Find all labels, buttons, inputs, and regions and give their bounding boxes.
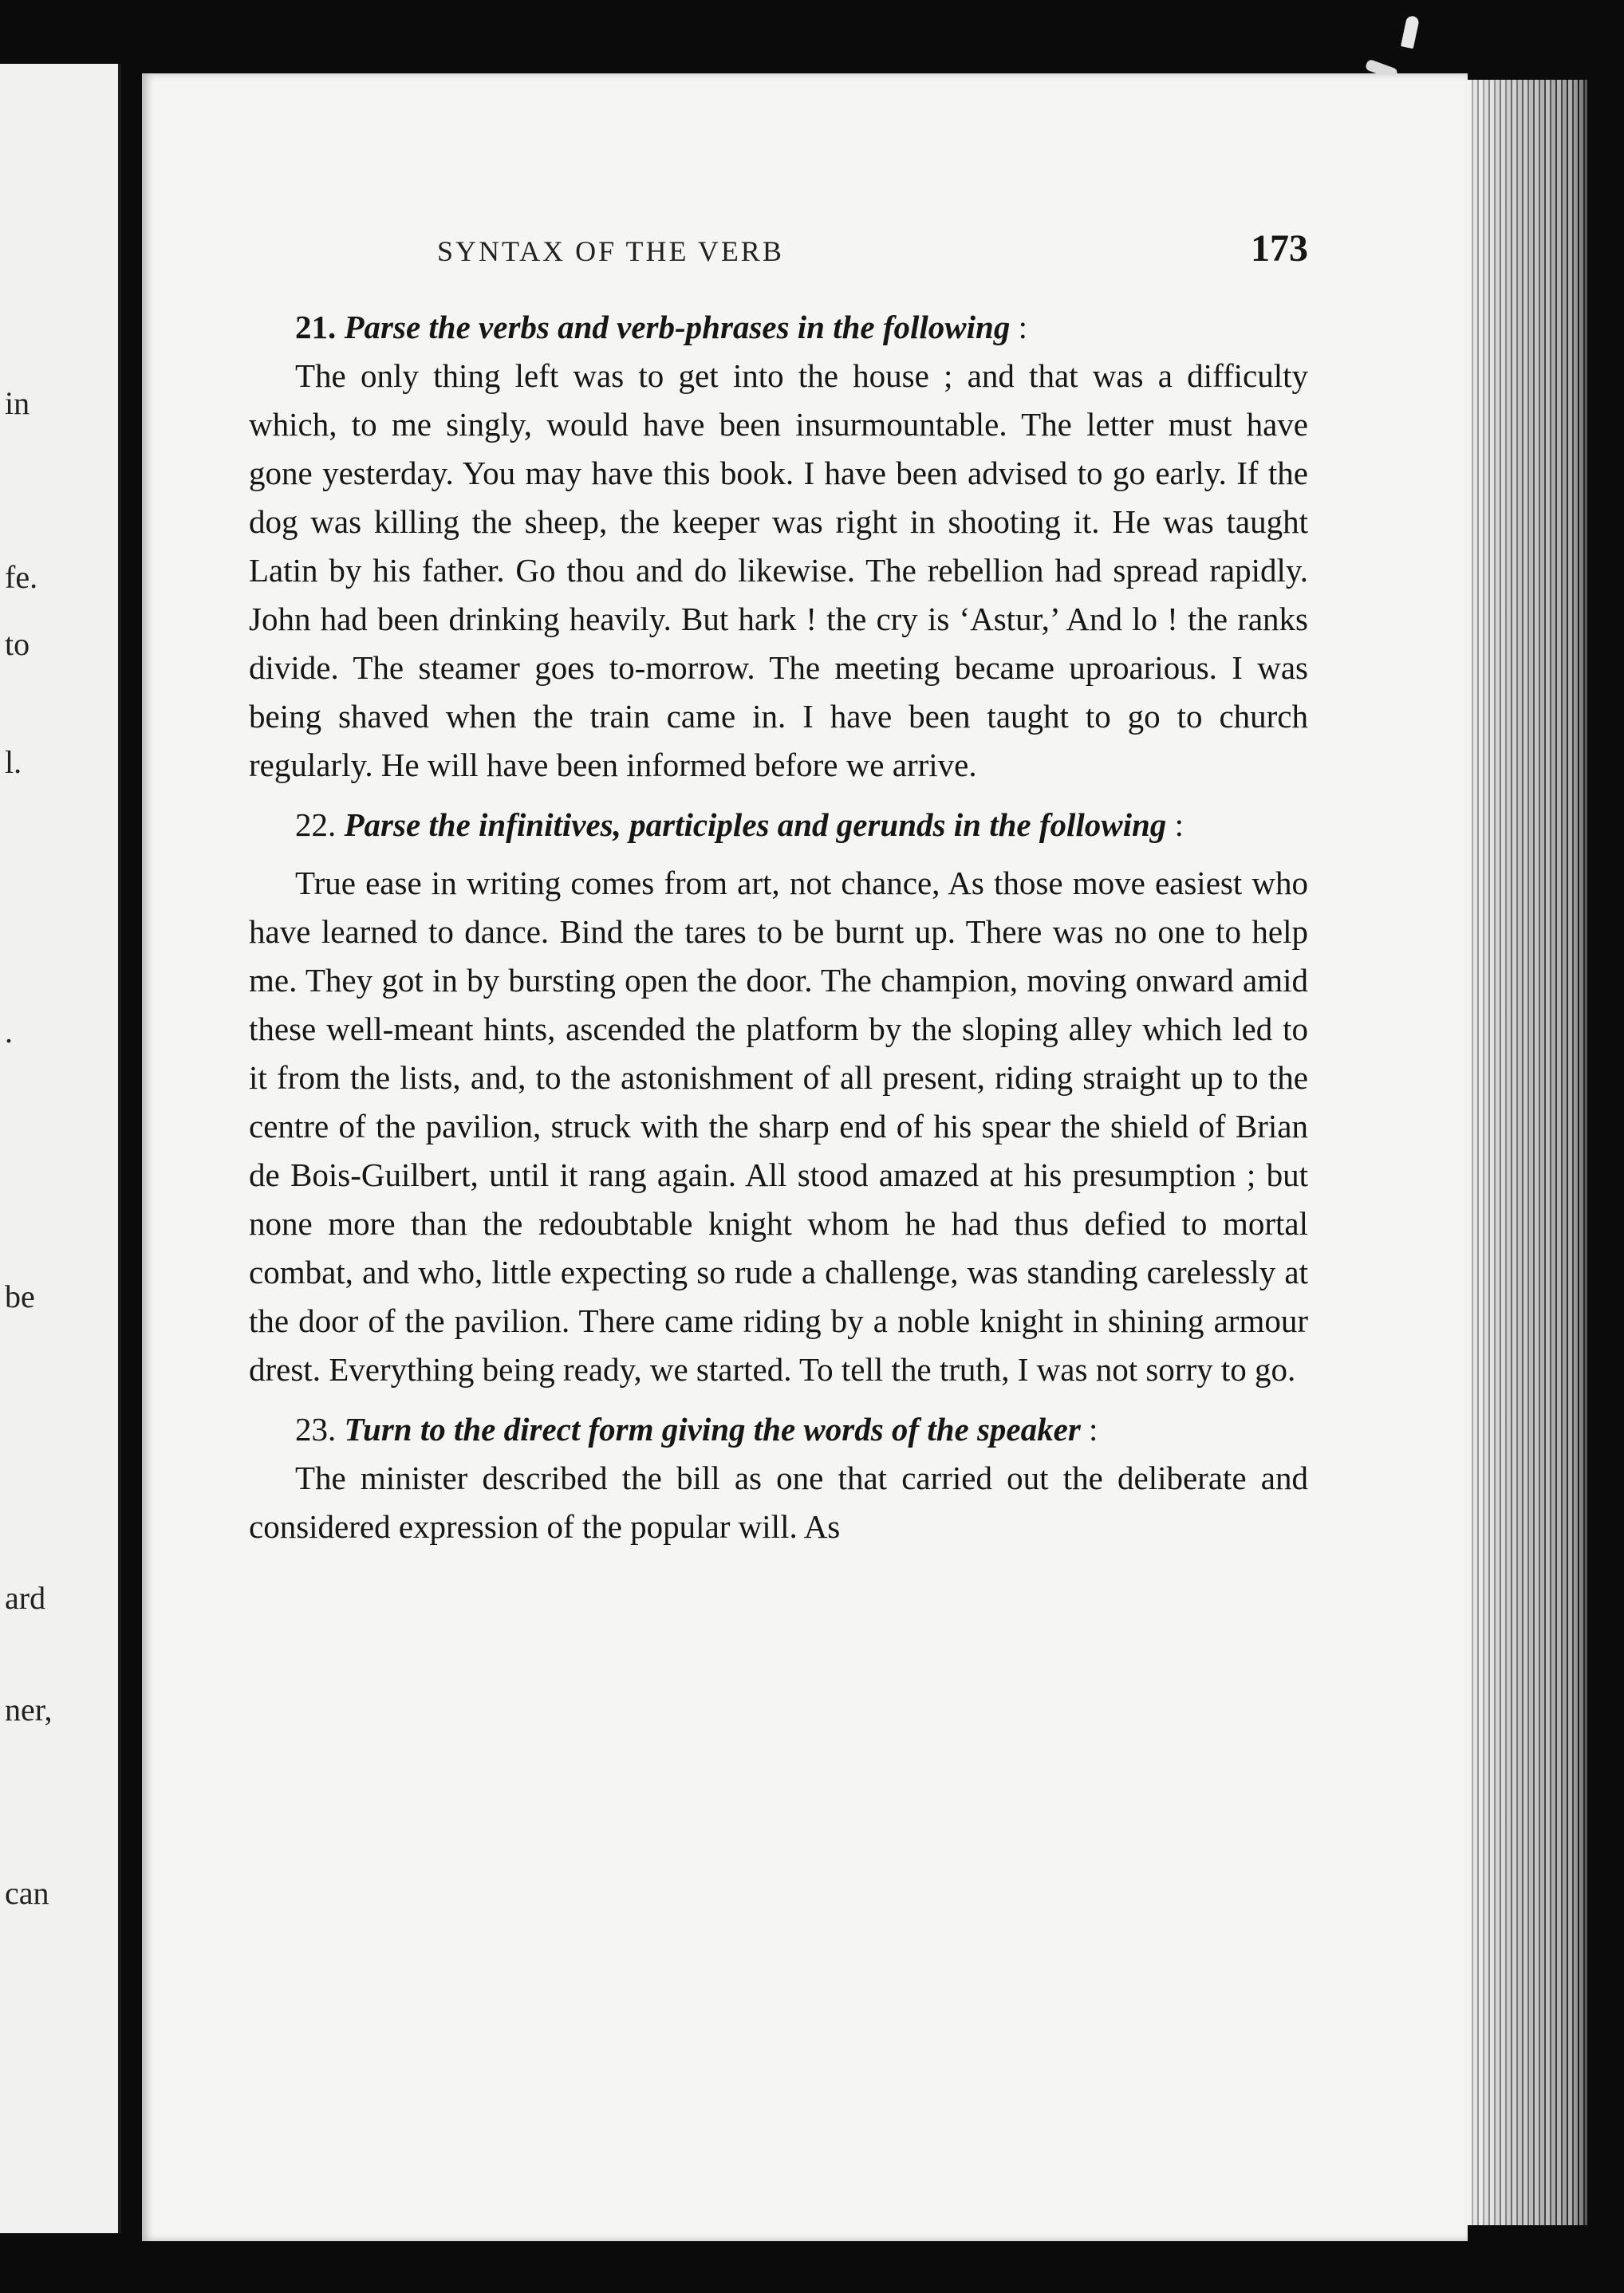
- exercise-heading: [249, 303, 1308, 352]
- facing-page-edge: [0, 64, 121, 2233]
- page-stack-edge: [1468, 80, 1587, 2225]
- exercise-number: 21.: [295, 309, 337, 345]
- margin-fragment: in: [5, 385, 30, 421]
- exercise-colon: :: [1010, 309, 1027, 345]
- margin-fragment: can: [5, 1875, 49, 1911]
- exercise-instruction: Parse the infinitives, participles and gerunds in the following: [344, 806, 1167, 843]
- exercise-instruction: Parse the verbs and verb-phrases in the following: [344, 309, 1011, 345]
- exercise-21: [249, 303, 1308, 790]
- margin-fragment: l.: [5, 744, 22, 780]
- exercise-instruction: Turn to the direct form giving the words of the speaker: [344, 1411, 1081, 1448]
- margin-fragment: ner,: [5, 1692, 53, 1728]
- margin-fragment: .: [5, 1014, 13, 1050]
- margin-fragment: to: [5, 626, 30, 662]
- page-content: [249, 303, 1308, 1551]
- page-corner-mark: [1401, 15, 1420, 49]
- margin-fragment: ard: [5, 1580, 46, 1616]
- exercise-colon: :: [1166, 806, 1184, 843]
- exercise-text: The minister described the bill as one that carried out the deliberate and considered expression of the popular will. As: [249, 1460, 1308, 1545]
- margin-fragment: fe.: [5, 559, 38, 595]
- exercise-22: [249, 801, 1308, 1394]
- running-head: SYNTAX OF THE VERB: [437, 235, 784, 267]
- exercise-text: True ease in writing comes from art, not chance, As those move easiest who have learned to dance. Bind the tares to be burnt up. There was no one to help me. They got in by bursting open the door. The champion, moving onward amid these well-meant hints, ascended the platform by the sloping alley which led to it from the lists, and, to the astonishment of all present, riding straight up to the centre of the pavilion, struck with the sharp end of his spear the shield of Brian de Bois-Guilbert, until it rang again. All stood amazed at his presumption ; but none more than the redoubtable knight whom he had thus defied to mortal combat, and who, little expecting so rude a challenge, was standing carelessly at the door of the pavilion. There came riding by a noble knight in shining armour drest. Everything being ready, we started. To tell the truth, I was not sorry to go.: [249, 865, 1308, 1388]
- margin-fragment: be: [5, 1278, 35, 1314]
- exercise-number: 22.: [295, 806, 337, 843]
- exercise-23: [249, 1405, 1308, 1551]
- page-number: 173: [1251, 227, 1308, 270]
- page-header: [437, 227, 1308, 282]
- exercise-heading: [249, 801, 1308, 849]
- exercise-text: The only thing left was to get into the house ; and that was a difficulty which, to me singly, would have been insurmountable. The letter must have gone yesterday. You may have this book. I have been advised to go early. If the dog was killing the sheep, the keeper was right in shooting it. He was taught Latin by his father. Go thou and do likewise. The rebellion had spread rapidly. John had been drinking heavily. But hark ! the cry is ‘Astur,’ And lo ! the ranks divide. The steamer goes to-morrow. The meeting became uproarious. I was being shaved when the train came in. I have been taught to go to church regularly. He will have been informed before we arrive.: [249, 357, 1308, 783]
- exercise-heading: [249, 1405, 1308, 1454]
- exercise-colon: :: [1080, 1411, 1098, 1448]
- exercise-number: 23.: [295, 1411, 337, 1448]
